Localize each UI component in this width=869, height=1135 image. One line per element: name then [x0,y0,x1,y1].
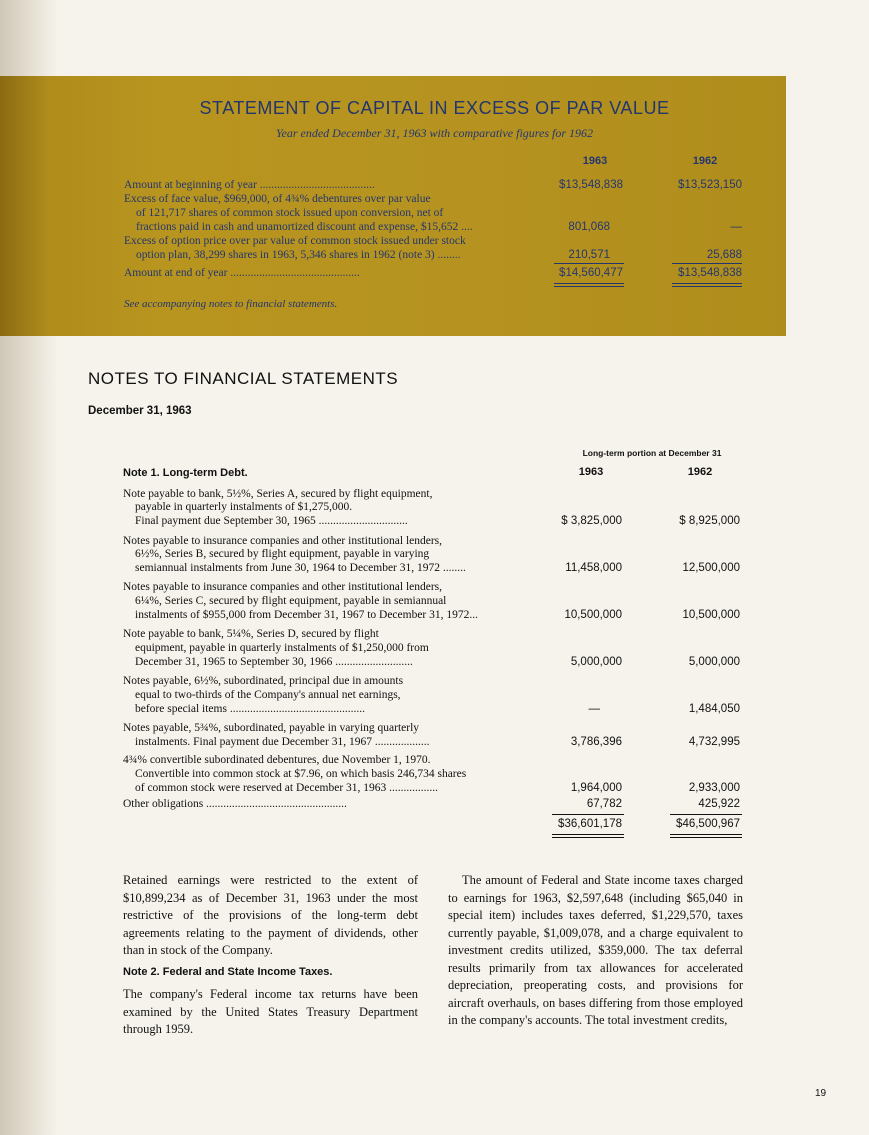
debt-row-label: 6¼%, Series C, secured by flight equipment, payable in semiannual [135,595,447,607]
debt-row-value-1962: 1,484,050 [688,703,740,715]
debt-row-value-1963: 1,964,000 [570,782,622,794]
debt-row-label: Note payable to bank, 5¼%, Series D, secured by flight [123,628,379,640]
debt-row-label: Notes payable to insurance companies and other institutional lenders, [123,535,443,547]
debt-row-label: Note payable to bank, 5½%, Series A, secured by flight equipment, [123,488,433,500]
retained-earnings-paragraph: Retained earnings were restricted to the extent of $10,899,234 as of December 31, 1963 under the most restrictive of the provisions of the long-term debt agreements relating to the payment of dividends, other than in stock of the Company. [123,873,418,957]
debt-row-value-1963: $ 3,825,000 [561,515,622,527]
capital-row-value-1962: — [730,221,742,233]
debt-total-rule [670,837,742,838]
note1-heading: Note 1. Long-term Debt. [123,467,248,479]
capital-row-value-1963: 801,068 [568,221,610,233]
capital-footnote: See accompanying notes to financial statements. [124,298,338,310]
capital-row-value-1962: $13,548,838 [678,267,742,279]
capital-col-1962: 1962 [692,155,718,167]
debt-row-label: 4¾% convertible subordinated debentures, due November 1, 1970. [123,754,431,766]
debt-row-label: Notes payable, 5¾%, subordinated, payable in varying quarterly [123,722,420,734]
capital-total-rule [554,283,624,284]
debt-row-label: instalments. Final payment due December 31, 1967 ................... [135,736,430,748]
debt-row-value-1962: $ 8,925,000 [679,515,740,527]
debt-row-value-1962: 10,500,000 [682,609,740,621]
debt-row-label: equal to two-thirds of the Company's annual net earnings, [135,689,401,701]
debt-row-label: payable in quarterly instalments of $1,275,000. [135,501,353,513]
debt-row-label: Notes payable to insurance companies and other institutional lenders, [123,581,443,593]
debt-subtotal-rule [552,814,624,815]
capital-row-label: Amount at beginning of year ........................................ [124,179,375,191]
capital-statement-title: STATEMENT OF CAPITAL IN EXCESS OF PAR VALUE [199,98,670,118]
debt-row-value-1962: 12,500,000 [682,562,740,574]
debt-total-1963: $36,601,178 [558,818,622,830]
debt-col-1963: 1963 [578,466,604,478]
debt-row-value-1963: — [588,703,600,715]
capital-total-rule [672,286,742,287]
debt-row-label: Notes payable, 6½%, subordinated, principal due in amounts [123,675,404,687]
debt-row-value-1963: 5,000,000 [570,656,622,668]
note2-heading: Note 2. Federal and State Income Taxes. [123,966,333,978]
debt-row-value-1963: 67,782 [586,798,622,810]
debt-row-value-1962: 425,922 [698,798,740,810]
debt-total-rule [552,834,624,835]
capital-total-rule [554,286,624,287]
capital-row-label: Excess of option price over par value of common stock issued under stock [124,235,466,247]
debt-row-label: Other obligations ................................................. [123,798,347,810]
debt-row-value-1963: 11,458,000 [565,562,622,574]
debt-col-1962: 1962 [687,466,713,478]
notes-date: December 31, 1963 [88,405,192,417]
debt-row-value-1962: 2,933,000 [688,782,740,794]
capital-row-value-1963: 210,571 [568,249,610,261]
capital-subtotal-rule [554,263,624,264]
capital-total-rule [672,283,742,284]
capital-statement-subtitle: Year ended December 31, 1963 with comparative figures for 1962 [275,126,594,140]
debt-row-value-1963: 3,786,396 [570,736,622,748]
debt-total-rule [552,837,624,838]
debt-row-label: semiannual instalments from June 30, 1964 to December 31, 1972 ........ [135,562,466,574]
capital-col-1963: 1963 [582,155,608,167]
debt-row-label: December 31, 1965 to September 30, 1966 ........................... [135,656,413,668]
capital-row-value-1962: 25,688 [706,249,742,261]
debt-row-value-1962: 5,000,000 [688,656,740,668]
debt-row-value-1962: 4,732,995 [688,736,740,748]
capital-row-label: Excess of face value, $969,000, of 4¾% debentures over par value [124,193,431,205]
capital-subtotal-rule [672,263,742,264]
capital-row-value-1963: $13,548,838 [559,179,623,191]
debt-row-value-1963: 10,500,000 [564,609,622,621]
debt-row-label: Final payment due September 30, 1965 ............................... [135,515,408,527]
page-number: 19 [815,1088,827,1099]
capital-row-label: fractions paid in cash and unamortized discount and expense, $15,652 .... [136,221,473,233]
debt-total-rule [670,834,742,835]
capital-row-label: option plan, 38,299 shares in 1963, 5,346 shares in 1962 (note 3) ........ [136,249,461,261]
notes-title: NOTES TO FINANCIAL STATEMENTS [88,369,399,388]
debt-row-label: before special items ............................................... [135,703,365,715]
capital-row-value-1962: $13,523,150 [678,179,742,191]
capital-row-label: Amount at end of year ............................................. [124,267,360,279]
debt-row-label: equipment, payable in quarterly instalments of $1,250,000 from [135,642,429,654]
income-tax-paragraph: The amount of Federal and State income taxes charged to earnings for 1963, $2,597,648 (including $65,040 in special item) includes taxes deferred, $1,229,570, taxes currently payable, $1,009,078, and a charge equivalent to investment credits utilized, $359,000. The tax deferral results primarily from tax allowances for accelerated depreciation, preoperating costs, and provisions for aircraft overhauls, on bases differing from those employed in the company's accounts. The total investment credits, [448,873,743,1027]
note2-paragraph: The company's Federal income tax returns have been examined by the United States Treasury Department through 1959. [123,987,418,1036]
debt-total-1962: $46,500,967 [676,818,740,830]
capital-row-label: of 121,717 shares of common stock issued upon conversion, net of [136,207,444,219]
debt-row-label: 6½%, Series B, secured by flight equipment, payable in varying [135,548,430,560]
debt-row-label: Convertible into common stock at $7.96, on which basis 246,734 shares [135,768,467,780]
debt-row-label: instalments of $955,000 from December 31, 1967 to December 31, 1972... [135,609,479,621]
debt-subtotal-rule [670,814,742,815]
debt-row-label: of common stock were reserved at December 31, 1963 ................. [135,782,439,794]
capital-row-value-1963: $14,560,477 [559,267,623,279]
long-term-columns-header: Long-term portion at December 31 [582,448,722,458]
